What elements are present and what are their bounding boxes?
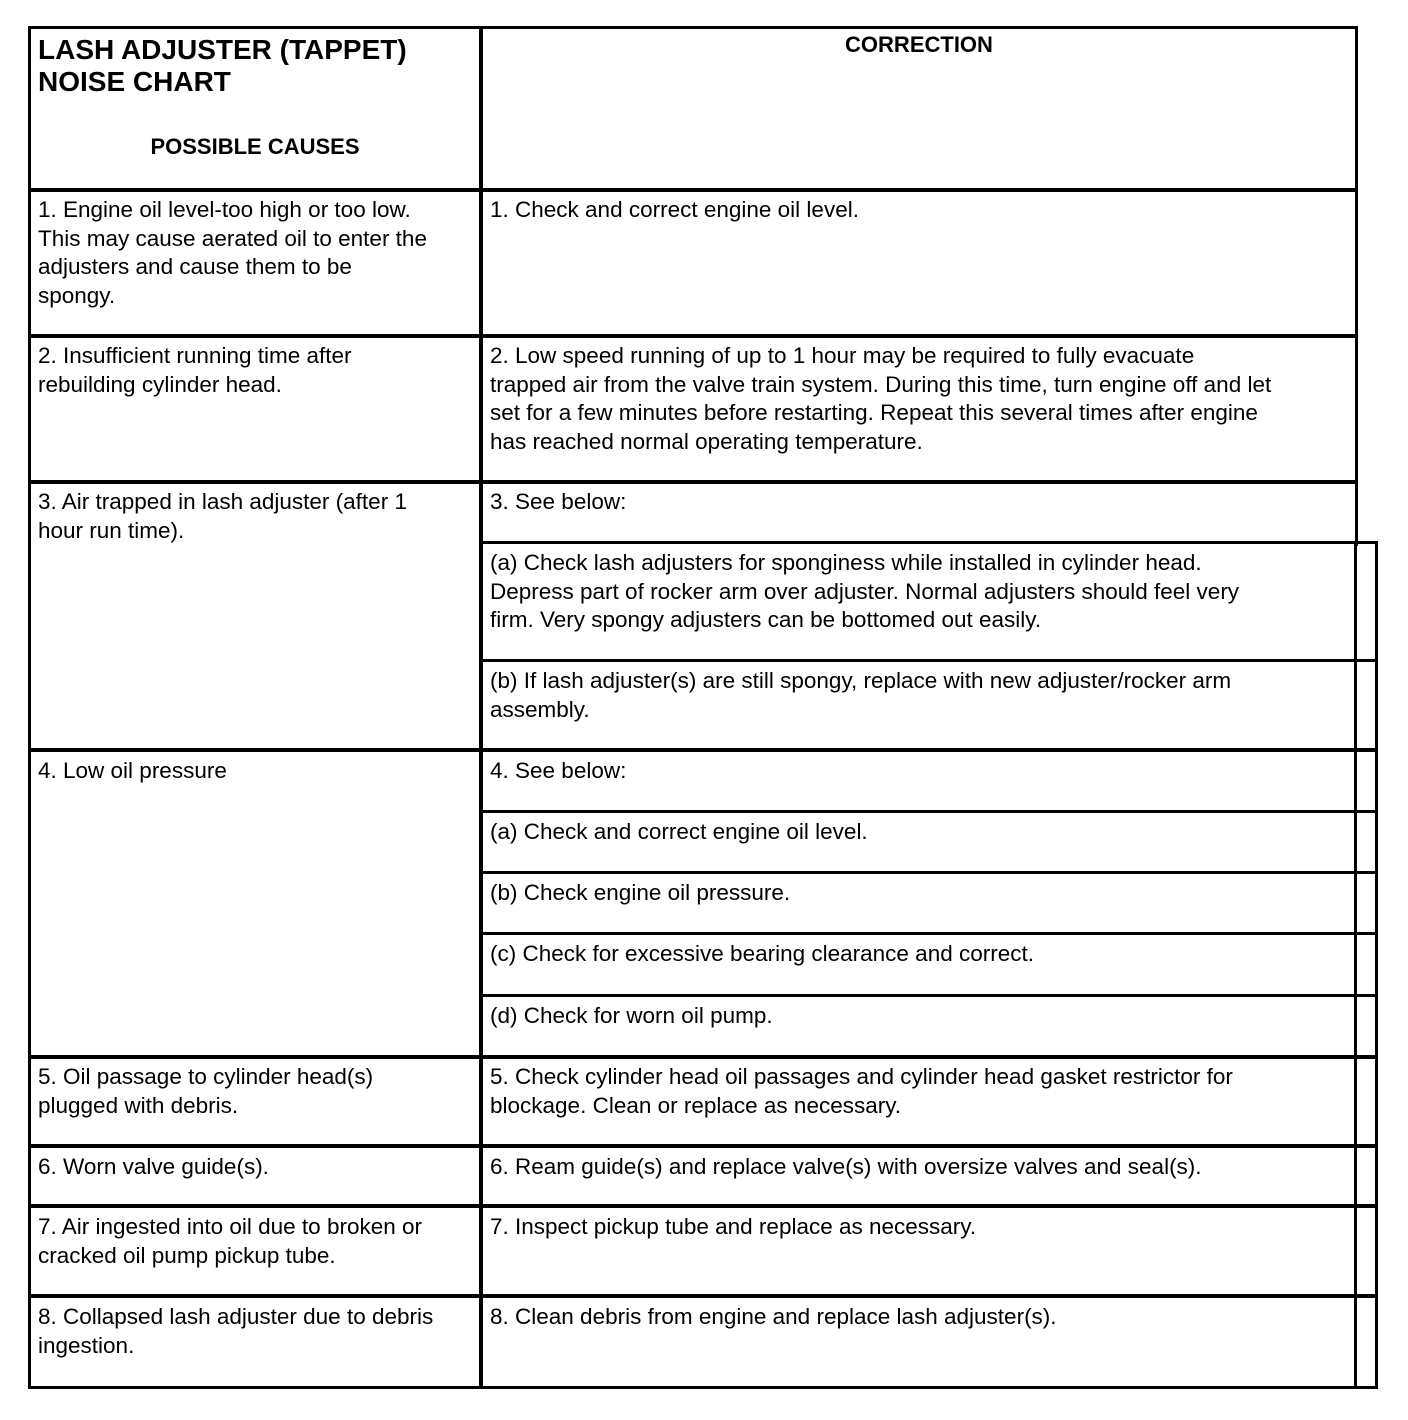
correction-2: 2. Low speed running of up to 1 hour may be required to fully evacuate trapped air from the valve train system. During this time, turn engine off and let set for a few minutes before restarting. Repeat this several times after engine has reached normal operating temperature. (490, 343, 1272, 454)
correction-header: CORRECTION (845, 32, 993, 57)
row-rule-4 (28, 1055, 1378, 1059)
cause-3: 3. Air trapped in lash adjuster (after 1 hour run time). (38, 489, 407, 543)
correction-4: 4. See below: (490, 758, 627, 783)
correction-4a: (a) Check and correct engine oil level. (490, 819, 868, 844)
possible-causes-header: POSSIBLE CAUSES (150, 134, 360, 159)
cause-8: 8. Collapsed lash adjuster due to debris ingestion. (38, 1304, 434, 1358)
subrow-rule-4-c (481, 932, 1378, 935)
correction-4d: (d) Check for worn oil pump. (490, 1003, 773, 1028)
cause-6: 6. Worn valve guide(s). (38, 1154, 269, 1179)
correction-3a: (a) Check lash adjusters for sponginess while installed in cylinder head. Depress part of rocker arm over adjuster. Normal adjusters should feel very firm. Very spongy adjusters can be bottomed out easily. (490, 550, 1240, 632)
row-rule-3 (28, 748, 1378, 752)
row-rule-7 (28, 1294, 1378, 1298)
correction-4c: (c) Check for excessive bearing clearance and correct. (490, 941, 1034, 966)
subrow-rule-4-a (481, 810, 1378, 813)
correction-7: 7. Inspect pickup tube and replace as necessary. (490, 1214, 977, 1239)
correction-3: 3. See below: (490, 489, 627, 514)
subrow-rule-3-a (481, 541, 1378, 544)
row-rule-1 (28, 334, 1358, 338)
correction-5: 5. Check cylinder head oil passages and cylinder head gasket restrictor for blockage. Clean or replace as necessary. (490, 1064, 1233, 1118)
row-rule-2 (28, 480, 1358, 484)
cause-1: 1. Engine oil level-too high or too low. This may cause aerated oil to enter the adjusters and cause them to be spongy. (38, 197, 427, 308)
row-rule-header (28, 188, 1358, 192)
cause-2: 2. Insufficient running time after rebuilding cylinder head. (38, 343, 352, 397)
cause-7: 7. Air ingested into oil due to broken or cracked oil pump pickup tube. (38, 1214, 422, 1268)
column-divider (479, 26, 483, 1389)
row-rule-5 (28, 1144, 1378, 1148)
correction-1: 1. Check and correct engine oil level. (490, 197, 859, 222)
cause-5: 5. Oil passage to cylinder head(s) plugged with debris. (38, 1064, 374, 1118)
correction-3b: (b) If lash adjuster(s) are still spongy, replace with new adjuster/rocker arm assembly. (490, 668, 1232, 722)
cause-4: 4. Low oil pressure (38, 758, 227, 783)
correction-8: 8. Clean debris from engine and replace lash adjuster(s). (490, 1304, 1057, 1329)
correction-4b: (b) Check engine oil pressure. (490, 880, 791, 905)
subrow-rule-4-d (481, 994, 1378, 997)
inner-right-rule (1354, 543, 1357, 1389)
chart-title: LASH ADJUSTER (TAPPET) NOISE CHART (38, 34, 407, 97)
subrow-rule-3-b (481, 659, 1378, 662)
correction-6: 6. Ream guide(s) and replace valve(s) with oversize valves and seal(s). (490, 1154, 1202, 1179)
subrow-rule-4-b (481, 871, 1378, 874)
row-rule-6 (28, 1204, 1378, 1208)
